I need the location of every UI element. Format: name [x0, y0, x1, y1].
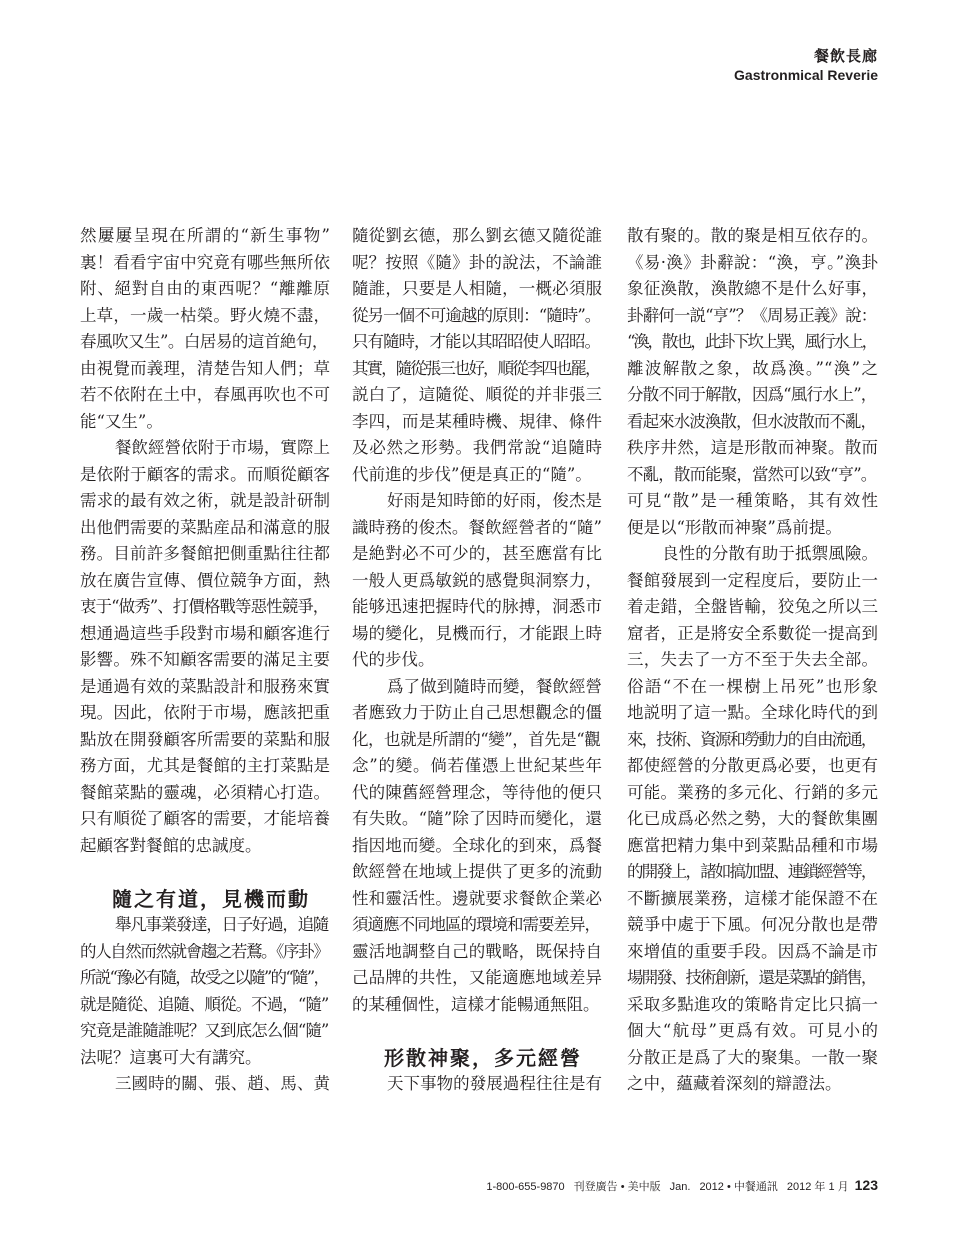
text-line: 的開發上，諸如搞加盟、連鎖經營等， — [627, 862, 876, 881]
text-line: 衷于“做秀”、打價格戰等惡性競爭， — [80, 597, 329, 616]
text-line: 放在廣告宣傳、價位競争方面，熱 — [80, 570, 330, 590]
text-line: 飲經營在地域上提供了更多的流動 — [352, 862, 602, 881]
text-line: 來，技術、資源和勞動力的自由流通， — [627, 729, 876, 749]
text-line: 己品牌的共性，又能適應地域差异 — [352, 968, 602, 987]
issue-publication: 2012 • 中餐通訊 — [699, 1181, 778, 1193]
text-line: 窟者，正是將安全系數從一提高到 — [627, 623, 878, 643]
text-column-middle — [352, 223, 602, 1098]
text-line: 天下事物的發展過程往往是有 — [387, 1074, 602, 1093]
text-line: 説白了，這隨從、順從的并非張三 — [352, 385, 602, 404]
text-line: 法呢？這裏可大有講究。 — [80, 1047, 262, 1067]
paragraph — [627, 223, 878, 541]
text-line: 象征渙散，渙散總不是什么好事， — [627, 279, 878, 298]
text-line: 靈活地調整自己的戰略，既保持自 — [352, 941, 602, 961]
page-number: 123 — [854, 1177, 878, 1193]
text-line: 着走錯，全盤皆輸，狡兔之所以三 — [627, 597, 878, 616]
text-line: 爲了做到隨時而變，餐飲經營 — [387, 676, 602, 696]
text-line: 化，也就是所謂的“變”，首先是“觀 — [352, 729, 601, 749]
advertising-phone: 1-800-655-9870 — [486, 1181, 565, 1193]
advertising-label: 刊登廣告 • 美中版 — [573, 1181, 661, 1193]
issue-month: Jan. — [669, 1181, 691, 1193]
text-line: 是依附于顧客的需求。而順從顧客 — [80, 464, 330, 484]
text-line: 便是以“形散而神聚”爲前提。 — [627, 517, 842, 537]
text-line: 代的陳舊經營理念，等待他的便只 — [352, 782, 602, 802]
text-line: 指因地而變。全球化的到來，爲餐 — [352, 835, 602, 855]
paragraph — [80, 1071, 330, 1098]
text-line: 餐飲經營依附于市場，實際上 — [115, 438, 330, 457]
paragraph — [80, 435, 330, 859]
paragraph — [352, 488, 602, 674]
text-line: 需求的最有效之術，就是設計研制 — [80, 491, 330, 510]
paragraph — [80, 912, 330, 1071]
text-line: 代前進的步伐”便是真正的“隨”。 — [352, 464, 592, 484]
text-line: 春風吹又生”。白居易的這首絶句， — [80, 332, 328, 351]
text-line: “渙，散也，此卦下坎上巽，風行水上， — [627, 332, 876, 351]
text-line: 競爭中處于下風。何况分散也是帶 — [627, 915, 878, 934]
text-line: 俗語“不在一棵樹上吊死”也形象 — [627, 676, 878, 696]
paragraph — [80, 223, 330, 435]
text-line: 點放在開發顧客所需要的菜點和服 — [80, 729, 330, 749]
text-line: 《易·渙》卦辭說：“渙，亨。”渙卦 — [627, 252, 878, 272]
text-line: 裏！看看宇宙中究竟有哪些無所依 — [80, 252, 330, 272]
page-footer — [477, 1177, 878, 1194]
paragraph — [352, 223, 602, 488]
text-line: 秩序井然，這是形散而神聚。散而 — [627, 438, 878, 457]
text-line: 散有聚的。散的聚是相互依存的。 — [627, 226, 878, 245]
text-line: 應當把精力集中到菜點品種和市場 — [627, 835, 878, 855]
text-line: 從另一個不可逾越的原則：“隨時”。 — [352, 305, 601, 325]
text-line: 舉凡事業發達，日子好過，追隨 — [115, 915, 329, 934]
paragraph — [352, 674, 602, 1019]
text-column-right — [627, 223, 878, 1098]
text-line: 可見“散”是一種策略，其有效性 — [627, 491, 878, 510]
text-line: 務。目前許多餐館把側重點往往都 — [80, 544, 330, 563]
text-line: 個大“航母”更爲有效。可見小的 — [627, 1021, 878, 1040]
text-line: 影響。殊不知顧客需要的滿足主要 — [80, 650, 330, 669]
text-line: 都使經營的分散更爲必要，也更有 — [627, 756, 878, 775]
running-head — [734, 46, 878, 84]
text-line: 識時務的俊杰。餐飲經營者的“隨” — [352, 517, 602, 537]
text-line: 來增值的重要手段。因爲不論是市 — [627, 941, 878, 961]
text-line: 是絶對必不可少的，甚至應當有比 — [352, 544, 602, 563]
text-line: 所説“豫必有隨，故受之以隨”的“隨”， — [80, 968, 329, 987]
text-line: 出他們需要的菜點産品和滿意的服 — [80, 517, 330, 537]
text-line: 可能。業務的多元化、行銷的多元 — [627, 782, 878, 802]
text-line: 須適應不同地區的環境和需要差异， — [352, 915, 600, 934]
text-line: 由視覺而義理，清楚告知人們；草 — [80, 358, 330, 378]
text-line: 地説明了這一點。全球化時代的到 — [627, 703, 878, 722]
text-line: 餐館菜點的靈魂，必須精心打造。 — [80, 782, 330, 802]
text-line: 能“又生”。 — [80, 411, 163, 431]
text-line: 的人自然而然就會趨之若鶩。《序卦》 — [80, 941, 329, 961]
text-line: 之中，蘊藏着深刻的辯證法。 — [627, 1074, 842, 1093]
text-line: 隨從劉玄德，那么劉玄德又隨從誰 — [352, 226, 602, 245]
text-line: 究竟是誰隨誰呢？又到底怎么個“隨” — [80, 1021, 329, 1040]
text-line: 一般人更爲敏鋭的感覺與洞察力， — [352, 570, 602, 590]
text-line: 有失敗。“隨”除了因時而變化，還 — [352, 809, 602, 828]
text-line: 采取多點進攻的策略肯定比只搞一 — [627, 994, 878, 1014]
section-title-en: Gastronmical Reverie — [734, 67, 878, 83]
text-line: 其實，隨從張三也好，順從李四也罷， — [352, 358, 600, 378]
paragraph — [627, 541, 878, 1098]
text-line: 分散不同于解散，因爲“風行水上”， — [627, 385, 877, 404]
text-line: 能够迅速把握時代的脉搏，洞悉市 — [352, 597, 602, 616]
text-line: 看起來水波渙散，但水波散而不亂， — [627, 411, 876, 431]
text-line: 若不依附在土中，春風再吹也不可 — [80, 385, 330, 404]
text-line: 然屢屢呈現在所謂的“新生事物” — [80, 226, 330, 245]
text-line: 想通過這些手段對市場和顧客進行 — [80, 623, 330, 643]
text-line: 場開發、技術創新，還是菜點的銷售， — [627, 968, 876, 987]
text-line: 及必然之形勢。我們常說“追隨時 — [352, 438, 602, 457]
text-line: 餐館發展到一定程度后，要防止一 — [627, 570, 878, 590]
paragraph — [352, 1071, 602, 1098]
text-line: 卦辭何一説“亨”？《周易正義》說： — [627, 305, 877, 325]
text-line: 務方面，尤其是餐館的主打菜點是 — [80, 756, 330, 775]
text-line: 呢？按照《隨》卦的說法，不論誰 — [352, 252, 602, 272]
text-line: 者應致力于防止自己思想觀念的僵 — [352, 703, 602, 722]
text-line: 是通過有效的菜點設計和服務來實 — [80, 676, 330, 696]
text-line: 現。因此，依附于市場，應該把重 — [80, 703, 330, 722]
text-line: 場的變化，見機而行，才能跟上時 — [352, 623, 602, 643]
text-line: 好雨是知時節的好雨，俊杰是 — [387, 491, 602, 510]
text-line: 只有順從了顧客的需要，才能培養 — [80, 809, 330, 828]
section-heading: 隨之有道，見機而動 — [112, 886, 310, 911]
text-line: 化已成爲必然之勢，大的餐飲集團 — [627, 809, 878, 828]
section-title-zh: 餐飲長廊 — [813, 47, 878, 65]
section-heading: 形散神聚，多元經營 — [384, 1045, 582, 1070]
text-line: 李四，而是某種時機、規律、條件 — [352, 411, 602, 431]
text-line: 良性的分散有助于抵禦風險。 — [662, 544, 878, 563]
issue-date-zh: 2012 年 1 月 — [786, 1181, 849, 1193]
text-line: 上草，一歲一枯榮。野火燒不盡， — [80, 305, 330, 325]
text-column-left — [80, 223, 330, 1098]
text-line: 不亂，散而能聚，當然可以致“亨”。 — [627, 464, 877, 484]
text-line: 只有隨時，才能以其昭昭使人昭昭。 — [352, 332, 600, 351]
text-line: 代的步伐。 — [352, 650, 435, 669]
text-line: 離波解散之象，故爲渙。”“渙”之 — [627, 358, 878, 378]
text-line: 三國時的關、張、趙、馬、黄 — [115, 1074, 330, 1093]
text-line: 的某種個性，這樣才能暢通無阻。 — [352, 994, 600, 1014]
text-line: 不斷擴展業務，這樣才能保證不在 — [627, 888, 878, 908]
text-line: 就是隨從、追隨、順從。不過，“隨” — [80, 994, 329, 1014]
text-line: 念”的變。倘若僅憑上世紀某些年 — [352, 756, 602, 775]
text-line: 三，失去了一方不至于失去全部。 — [627, 650, 878, 669]
text-line: 性和靈活性。邊就要求餐飲企業必 — [352, 888, 602, 908]
text-line: 隨誰，只要是人相隨，一概必須服 — [352, 279, 602, 298]
text-line: 附、絕對自由的東西呢？“離離原 — [80, 279, 330, 298]
text-line: 起顧客對餐館的忠誠度。 — [80, 835, 262, 855]
text-line: 分散正是爲了大的聚集。一散一聚 — [627, 1047, 878, 1067]
